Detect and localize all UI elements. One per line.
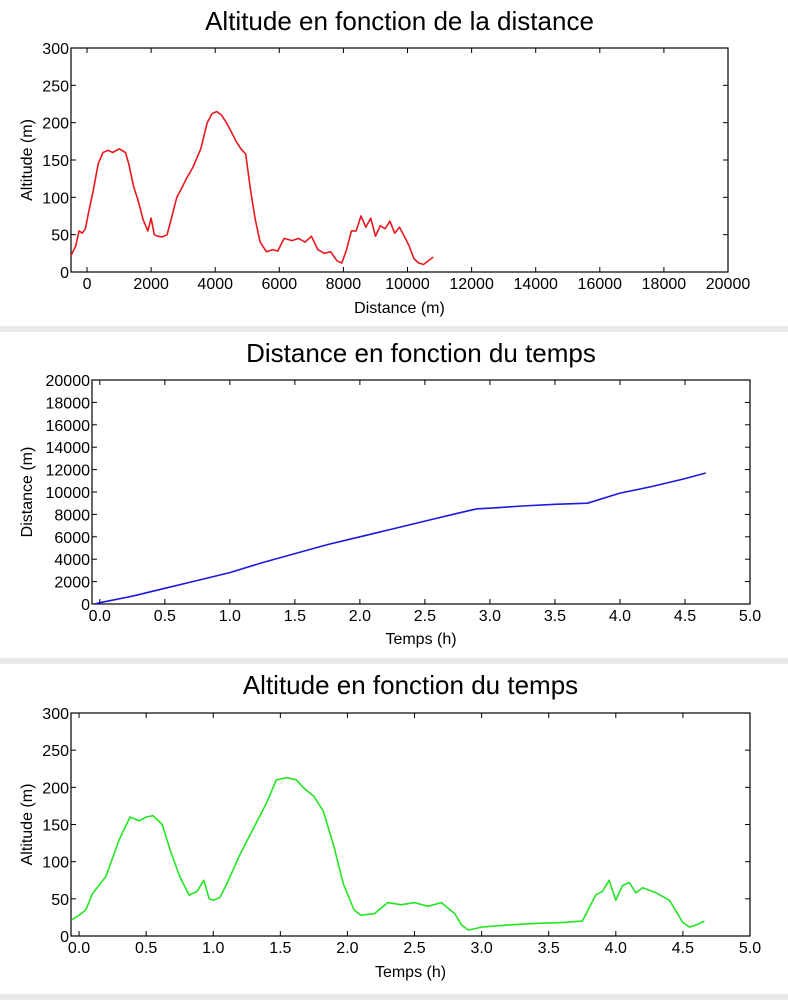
y-tick-label: 200: [42, 780, 69, 798]
x-tick-label: 20000: [705, 276, 751, 293]
x-tick-label: 2000: [133, 276, 169, 293]
chart-altitude-time: [0, 664, 788, 994]
x-tick-label: 4.5: [673, 608, 697, 625]
y-axis-label: Altitude (m): [19, 119, 36, 201]
x-axis-label: Distance (m): [354, 300, 445, 317]
chart-title: Distance en fonction du temps: [246, 338, 596, 368]
x-tick-label: 0.5: [153, 608, 176, 625]
x-tick-label: 4.5: [671, 940, 695, 957]
x-tick-label: 3.0: [478, 608, 502, 625]
x-axis-label: Temps (h): [385, 631, 457, 648]
y-tick-label: 250: [42, 78, 69, 96]
x-tick-label: 6000: [261, 276, 298, 293]
x-tick-label: 2.0: [348, 608, 372, 625]
y-tick-label: 8000: [54, 507, 90, 525]
y-tick-label: 16000: [45, 417, 90, 435]
x-tick-label: 2.0: [336, 940, 359, 957]
y-tick-label: 10000: [45, 485, 90, 502]
y-tick-label: 20000: [45, 373, 90, 390]
x-tick-label: 1.0: [202, 940, 225, 957]
y-tick-label: 50: [51, 227, 69, 245]
panel-distance-time: [0, 332, 788, 658]
y-tick-label: 2000: [54, 574, 90, 592]
chart-title: Altitude en fonction de la distance: [205, 6, 594, 36]
x-tick-label: 2.5: [413, 608, 437, 625]
x-tick-label: 0.5: [135, 940, 158, 957]
y-tick-label: 300: [42, 706, 69, 723]
y-tick-label: 300: [42, 41, 69, 58]
x-tick-label: 2.5: [403, 940, 426, 957]
x-axis-label: Temps (h): [374, 964, 447, 981]
x-tick-label: 4000: [197, 276, 234, 293]
y-tick-label: 4000: [54, 552, 90, 570]
x-tick-label: 3.5: [537, 940, 560, 957]
y-axis-label: Distance (m): [19, 446, 36, 538]
y-tick-label: 150: [42, 153, 69, 170]
chart-title: Altitude en fonction du temps: [242, 670, 579, 700]
x-tick-label: 3.5: [543, 608, 567, 625]
y-tick-label: 0: [60, 929, 69, 946]
x-tick-label: 0.0: [88, 608, 111, 625]
panel-divider: [0, 994, 788, 1000]
x-tick-label: 1.5: [283, 608, 306, 625]
y-tick-label: 0: [81, 597, 90, 614]
y-tick-label: 100: [42, 190, 69, 208]
x-tick-label: 14000: [513, 276, 558, 293]
x-tick-label: 18000: [641, 276, 687, 293]
x-tick-label: 0.0: [67, 940, 91, 957]
x-tick-label: 16000: [577, 276, 623, 293]
y-tick-label: 18000: [45, 395, 90, 413]
x-tick-label: 4.0: [608, 608, 632, 625]
y-tick-label: 50: [51, 891, 69, 909]
chart-altitude-distance: [0, 0, 788, 328]
x-tick-label: 5.0: [738, 608, 762, 625]
plot-area-frame: [71, 48, 728, 272]
panel-altitude-time: [0, 664, 788, 994]
y-tick-label: 100: [42, 854, 69, 872]
y-axis-label: Altitude (m): [19, 783, 36, 866]
x-tick-label: 12000: [449, 276, 494, 293]
series-line: [72, 778, 704, 930]
series-line: [71, 112, 433, 265]
y-tick-label: 150: [42, 817, 69, 835]
x-tick-label: 1.5: [269, 940, 292, 957]
x-tick-label: 4.0: [604, 940, 627, 957]
series-line: [95, 473, 706, 604]
x-tick-label: 5.0: [738, 940, 762, 957]
x-tick-label: 10000: [385, 276, 430, 293]
y-tick-label: 12000: [45, 462, 90, 480]
plot-area-frame: [92, 380, 750, 604]
y-tick-label: 6000: [54, 529, 90, 547]
x-tick-label: 8000: [325, 276, 362, 293]
y-tick-label: 0: [60, 265, 69, 282]
panel-altitude-distance: [0, 0, 788, 328]
chart-distance-time: [0, 332, 788, 658]
x-tick-label: 0: [82, 276, 92, 293]
x-tick-label: 3.0: [470, 940, 493, 957]
y-tick-label: 200: [42, 115, 69, 133]
x-tick-label: 1.0: [218, 608, 241, 625]
y-tick-label: 250: [42, 743, 69, 761]
y-tick-label: 14000: [45, 440, 90, 458]
